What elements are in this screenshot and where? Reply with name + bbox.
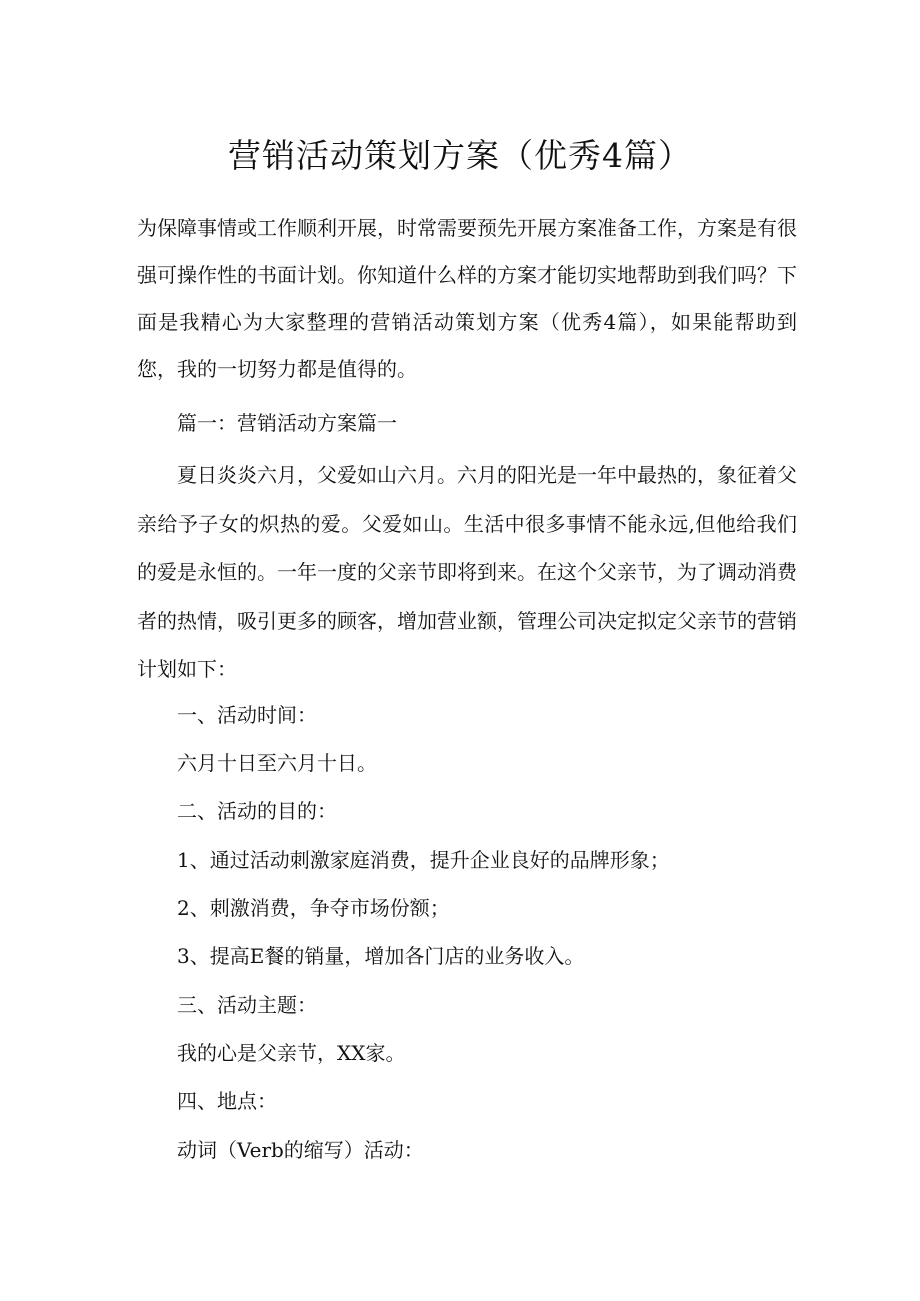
- purpose-heading: 二、活动的目的：: [177, 799, 337, 823]
- intro-paragraph: 为保障事情或工作顺利开展，时常需要预先开展方案准备工作，方案是有很强可操作性的书面计划。你知道什么样的方案才能切实地帮助到我们吗？下面是我精心为大家整理的营销活动策划方案（优秀4篇），如果能帮助到您，我的一切努力都是值得的。: [137, 216, 797, 381]
- section-heading: 篇一：营销活动方案篇一: [177, 411, 397, 435]
- purpose-item: 1、通过活动刺激家庭消费，提升企业良好的品牌形象；: [177, 848, 670, 872]
- body-paragraph: 夏日炎炎六月，父爱如山六月。六月的阳光是一年中最热的，象征着父亲给予子女的炽热的爱。父爱如山。生活中很多事情不能永远,但他给我们的爱是永恒的。一年一度的父亲节即将到来。在这个父亲节，为了调动消费者的热情，吸引更多的顾客，增加营业额，管理公司决定拟定父亲节的营销计划如下：: [137, 463, 797, 681]
- purpose-item: 2、刺激消费，争夺市场份额；: [177, 896, 450, 920]
- location-heading: 四、地点：: [177, 1089, 277, 1113]
- theme-value: 我的心是父亲节，XX家。: [177, 1041, 406, 1065]
- purpose-item: 3、提高E餐的销量，增加各门店的业务收入。: [177, 944, 585, 968]
- activity-line: 动词（Verb的缩写）活动：: [177, 1138, 424, 1162]
- theme-heading: 三、活动主题：: [177, 993, 317, 1017]
- time-heading: 一、活动时间：: [177, 703, 317, 727]
- document-title: 营销活动策划方案（优秀4篇）: [228, 136, 692, 175]
- time-value: 六月十日至六月十日。: [177, 751, 377, 775]
